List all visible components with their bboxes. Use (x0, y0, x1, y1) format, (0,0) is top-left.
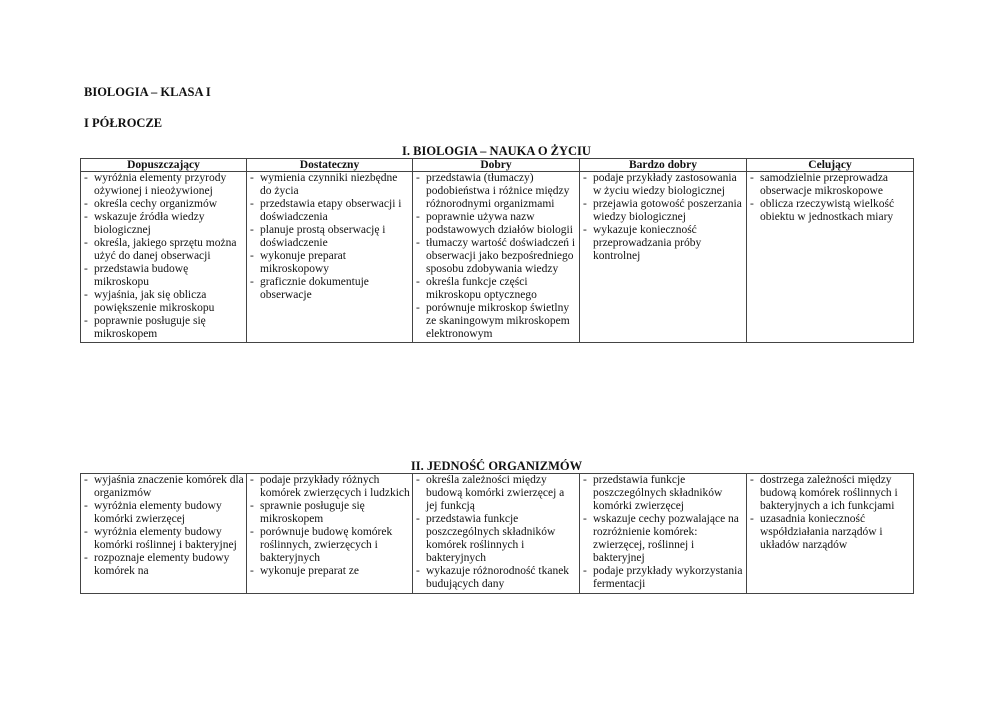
requirement-item: - porównuje budowę komórek roślinnych, zwierzęcych i bakteryjnych (250, 526, 410, 565)
grade-header: Celujący (747, 159, 914, 172)
requirement-item: - wskazuje źródła wiedzy biologicznej (84, 211, 244, 237)
requirement-item: - wymienia czynniki niezbędne do życia (250, 172, 410, 198)
requirement-item: - określa, jakiego sprzętu można użyć do danej obserwacji (84, 237, 244, 263)
section-1-title: I. BIOLOGIA – NAUKA O ŻYCIU (402, 144, 591, 158)
grade-cell (747, 474, 914, 594)
requirement-item: - planuje prostą obserwację i doświadczenie (250, 224, 410, 250)
requirement-item: - wyjaśnia, jak się oblicza powiększenie mikroskopu (84, 289, 244, 315)
semester-heading: I PÓŁROCZE (84, 116, 163, 130)
requirement-item: - wyjaśnia znaczenie komórek dla organizmów (84, 474, 244, 500)
requirements-row (81, 172, 914, 343)
requirement-item: - samodzielnie przeprowadza obserwacje mikroskopowe (750, 172, 911, 198)
requirement-item: - poprawnie używa nazw podstawowych działów biologii (416, 211, 577, 237)
requirement-item: - przejawia gotowość poszerzania wiedzy biologicznej (583, 198, 744, 224)
grade-cell (580, 172, 747, 343)
requirement-item: - dostrzega zależności między budową komórek roślinnych i bakteryjnych a ich funkcjami (750, 474, 911, 513)
requirement-item: - przedstawia (tłumaczy) podobieństwa i różnice między różnorodnymi organizmami (416, 172, 577, 211)
grade-cell (247, 172, 413, 343)
requirement-item: - graficznie dokumentuje obserwacje (250, 276, 410, 302)
grade-cell (413, 172, 580, 343)
section-2-title: II. JEDNOŚĆ ORGANIZMÓW (410, 459, 583, 473)
grade-header-row (81, 159, 914, 172)
requirement-item: - określa zależności między budową komórki zwierzęcej a jej funkcją (416, 474, 577, 513)
requirement-item: - wyróżnia elementy przyrody ożywionej i nieożywionej (84, 172, 244, 198)
requirements-table-1 (80, 158, 914, 343)
grade-header: Dostateczny (247, 159, 413, 172)
requirement-item: - przedstawia etapy obserwacji i doświadczenia (250, 198, 410, 224)
grade-cell (81, 474, 247, 594)
requirement-item: - przedstawia funkcje poszczególnych składników komórek roślinnych i bakteryjnych (416, 513, 577, 565)
grade-cell (747, 172, 914, 343)
requirement-item: - wyróżnia elementy budowy komórki zwierzęcej (84, 500, 244, 526)
requirement-item: - podaje przykłady zastosowania w życiu wiedzy biologicznej (583, 172, 744, 198)
requirements-row (81, 474, 914, 594)
requirements-table-2 (80, 473, 914, 594)
requirement-item: - przedstawia budowę mikroskopu (84, 263, 244, 289)
requirement-item: - określa funkcje części mikroskopu optycznego (416, 276, 577, 302)
requirement-item: - określa cechy organizmów (84, 198, 244, 211)
requirement-item: - oblicza rzeczywistą wielkość obiektu w jednostkach miary (750, 198, 911, 224)
grade-header: Bardzo dobry (580, 159, 747, 172)
requirement-item: - wykonuje preparat ze (250, 565, 410, 578)
requirement-item: - podaje przykłady różnych komórek zwierzęcych i ludzkich (250, 474, 410, 500)
requirement-item: - wykazuje konieczność przeprowadzania próby kontrolnej (583, 224, 744, 263)
requirement-item: - tłumaczy wartość doświadczeń i obserwacji jako bezpośredniego sposobu zdobywania wiedzy (416, 237, 577, 276)
requirement-item: - wykonuje preparat mikroskopowy (250, 250, 410, 276)
requirement-item: - sprawnie posługuje się mikroskopem (250, 500, 410, 526)
requirement-item: - porównuje mikroskop świetlny ze skaningowym mikroskopem elektronowym (416, 302, 577, 341)
requirement-item: - wyróżnia elementy budowy komórki roślinnej i bakteryjnej (84, 526, 244, 552)
grade-cell (413, 474, 580, 594)
requirement-item: - przedstawia funkcje poszczególnych składników komórki zwierzęcej (583, 474, 744, 513)
requirement-item: - rozpoznaje elementy budowy komórek na (84, 552, 244, 578)
grade-cell (247, 474, 413, 594)
requirement-item: - wskazuje cechy pozwalające na rozróżnienie komórek: zwierzęcej, roślinnej i bakteryjnej (583, 513, 744, 565)
grade-header: Dobry (413, 159, 580, 172)
requirement-item: - uzasadnia konieczność współdziałania narządów i układów narządów (750, 513, 911, 552)
grade-cell (580, 474, 747, 594)
grade-header: Dopuszczający (81, 159, 247, 172)
requirement-item: - wykazuje różnorodność tkanek budujących dany (416, 565, 577, 591)
document-title: BIOLOGIA – KLASA I (84, 85, 211, 99)
grade-cell (81, 172, 247, 343)
requirement-item: - poprawnie posługuje się mikroskopem (84, 315, 244, 341)
requirement-item: - podaje przykłady wykorzystania fermentacji (583, 565, 744, 591)
